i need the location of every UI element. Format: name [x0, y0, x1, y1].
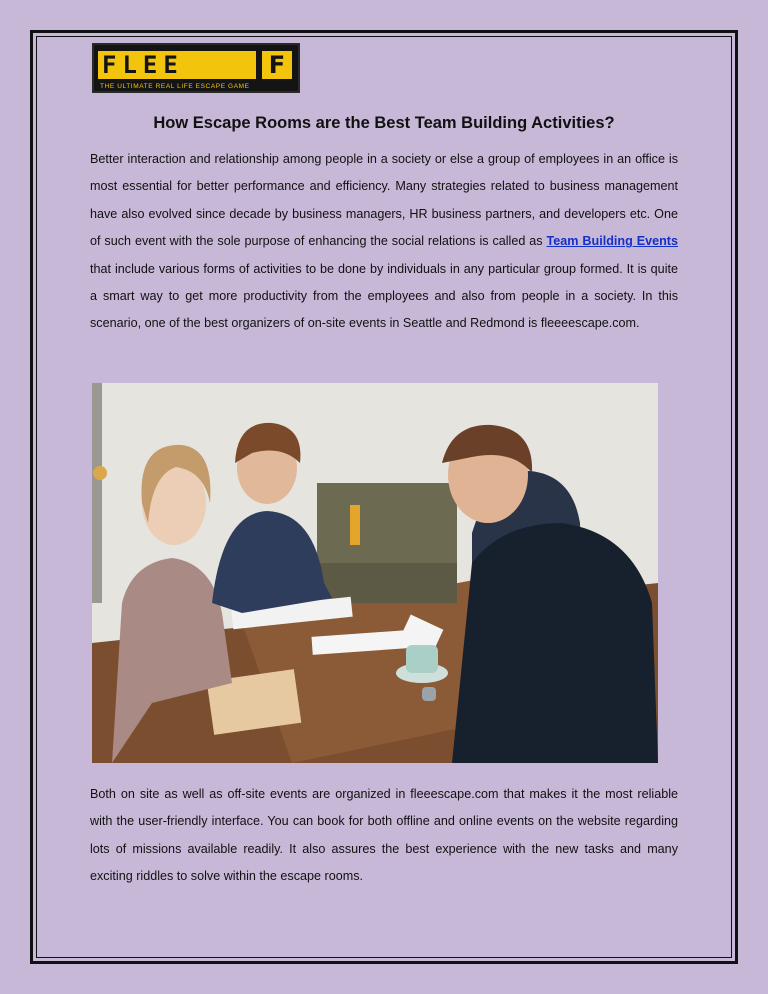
photo-coffee-cup [406, 645, 438, 673]
logo-letters: FLEE [102, 51, 184, 79]
photo-case-lid [317, 483, 457, 568]
flee-logo [92, 43, 300, 93]
photo-shelf [92, 383, 102, 603]
closing-paragraph: Both on site as well as off-site events are organized in fleeescape.com that makes it the most reliable with the user-friendly interface. You can book for both offline and online events on the website regarding lots of missions available readily. It also assures the best experience with the new tasks and many exciting riddles to solve within the escape rooms. [90, 787, 678, 884]
photo-man-right-hoodie [452, 523, 658, 763]
intro-paragraph [90, 146, 678, 338]
intro-text-after: that include various forms of activities to be done by individuals in any particular group formed. It is quite a smart way to get more productivity from the employees and also from people in a society. In this scenario, one of the best organizers of on-site events in Seattle and Redmond is fleeeescape.com. [90, 261, 678, 331]
photo-wristwatch [422, 687, 436, 701]
photo-illustration [92, 383, 658, 763]
photo-plant [93, 466, 107, 480]
team-escape-room-photo [92, 383, 658, 763]
photo-case-strap [350, 505, 360, 545]
intro-text-before: Better interaction and relationship among people in a society or else a group of employees in an office is most essential for better performance and efficiency. Many strategies related to business management have also evolved since decade by business managers, HR business partners, and developers etc. One of such event with the sole purpose of enhancing the social relations is called as [90, 152, 678, 249]
logo-tagline: THE ULTIMATE REAL LIFE ESCAPE GAME [100, 83, 250, 90]
team-building-events-link[interactable]: Team Building Events [546, 234, 679, 249]
logo-door-mark: F [260, 49, 294, 81]
article-title: How Escape Rooms are the Best Team Building Activities? [153, 114, 615, 132]
